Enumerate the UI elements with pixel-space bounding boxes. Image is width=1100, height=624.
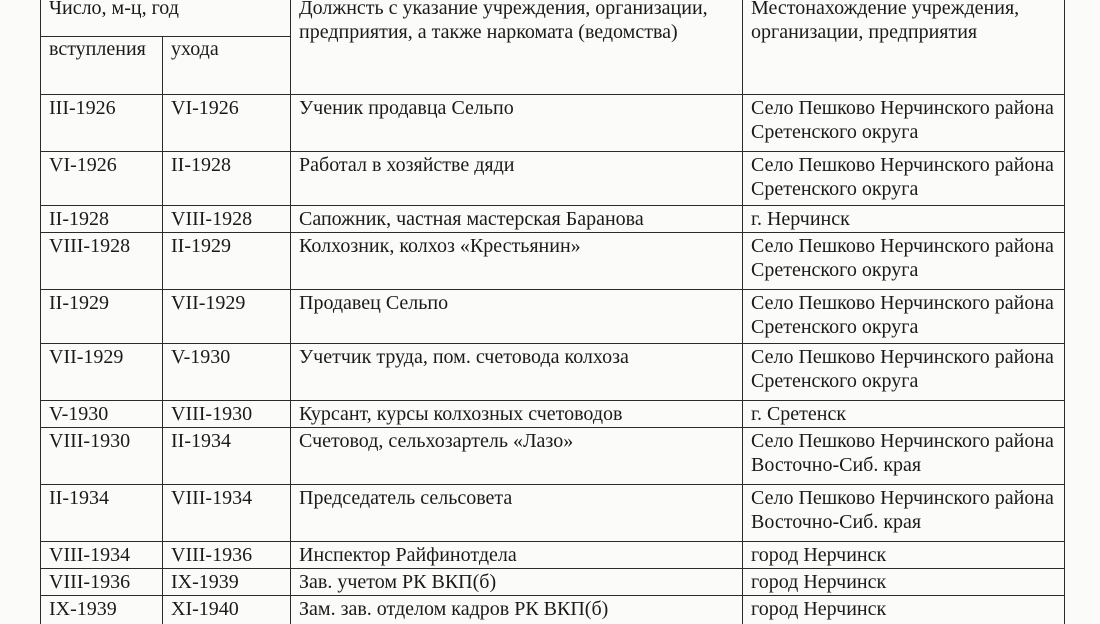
table-row	[41, 206, 1065, 233]
cell-end-date: IX-1939	[163, 569, 291, 596]
cell-start-date: VI-1926	[41, 152, 163, 206]
cell-position: Зам. зав. отделом кадров РК ВКП(б)	[291, 596, 743, 624]
table-row	[41, 152, 1065, 206]
cell-location: Село Пешково Нерчинского района Сретенского округа	[743, 344, 1065, 401]
cell-end-date: VIII-1928	[163, 206, 291, 233]
cell-end-date: XI-1940	[163, 596, 291, 624]
cell-position: Колхозник, колхоз «Крестьянин»	[291, 233, 743, 290]
cell-start-date: VIII-1930	[41, 428, 163, 485]
cell-end-date: VII-1929	[163, 290, 291, 344]
cell-position: Учетчик труда, пом. счетовода колхоза	[291, 344, 743, 401]
cell-position: Работал в хозяйстве дяди	[291, 152, 743, 206]
cell-location: Село Пешково Нерчинского района Сретенского округа	[743, 152, 1065, 206]
cell-position: Курсант, курсы колхозных счетоводов	[291, 401, 743, 428]
cell-start-date: VIII-1934	[41, 542, 163, 569]
table-row	[41, 401, 1065, 428]
cell-position: Сапожник, частная мастерская Баранова	[291, 206, 743, 233]
cell-end-date: VIII-1930	[163, 401, 291, 428]
cell-location: Село Пешково Нерчинского района Сретенского округа	[743, 233, 1065, 290]
table-row	[41, 233, 1065, 290]
cell-location: город Нерчинск	[743, 569, 1065, 596]
cell-start-date: IX-1939	[41, 596, 163, 624]
cell-location: Село Пешково Нерчинского района Сретенского округа	[743, 290, 1065, 344]
cell-location: Село Пешково Нерчинского района Восточно-Сиб. края	[743, 485, 1065, 542]
cell-end-date: II-1929	[163, 233, 291, 290]
header-location: Местонахождение учреждения, организации, предприятия	[743, 0, 1065, 95]
cell-position: Счетовод, сельхозартель «Лазо»	[291, 428, 743, 485]
cell-location: г. Сретенск	[743, 401, 1065, 428]
cell-end-date: II-1928	[163, 152, 291, 206]
header-entry: вступления	[41, 37, 163, 95]
table-row	[41, 569, 1065, 596]
cell-end-date: VI-1926	[163, 95, 291, 152]
table-row	[41, 428, 1065, 485]
cell-position: Зав. учетом РК ВКП(б)	[291, 569, 743, 596]
cell-start-date: III-1926	[41, 95, 163, 152]
table-row	[41, 344, 1065, 401]
cell-end-date: II-1934	[163, 428, 291, 485]
cell-end-date: VIII-1936	[163, 542, 291, 569]
table-row	[41, 95, 1065, 152]
employment-record-table	[40, 0, 1065, 624]
cell-start-date: II-1928	[41, 206, 163, 233]
cell-location: Село Пешково Нерчинского района Восточно-Сиб. края	[743, 428, 1065, 485]
table-row	[41, 542, 1065, 569]
cell-position: Инспектор Райфинотдела	[291, 542, 743, 569]
cell-location: Село Пешково Нерчинского района Сретенского округа	[743, 95, 1065, 152]
table-row	[41, 485, 1065, 542]
cell-position: Ученик продавца Сельпо	[291, 95, 743, 152]
header-position: Должнсть с указание учреждения, организации, предприятия, а также наркомата (ведомства)	[291, 0, 743, 95]
cell-position: Председатель сельсовета	[291, 485, 743, 542]
cell-start-date: VIII-1928	[41, 233, 163, 290]
cell-start-date: V-1930	[41, 401, 163, 428]
cell-position: Продавец Сельпо	[291, 290, 743, 344]
cell-location: г. Нерчинск	[743, 206, 1065, 233]
table-row	[41, 596, 1065, 624]
table-row	[41, 290, 1065, 344]
cell-end-date: VIII-1934	[163, 485, 291, 542]
header-exit: ухода	[163, 37, 291, 95]
cell-start-date: II-1934	[41, 485, 163, 542]
cell-start-date: II-1929	[41, 290, 163, 344]
cell-start-date: VII-1929	[41, 344, 163, 401]
cell-end-date: V-1930	[163, 344, 291, 401]
cell-location: город Нерчинск	[743, 542, 1065, 569]
header-dates: Число, м-ц, год	[41, 0, 291, 37]
header-row	[41, 0, 1065, 37]
cell-start-date: VIII-1936	[41, 569, 163, 596]
cell-location: город Нерчинск	[743, 596, 1065, 624]
